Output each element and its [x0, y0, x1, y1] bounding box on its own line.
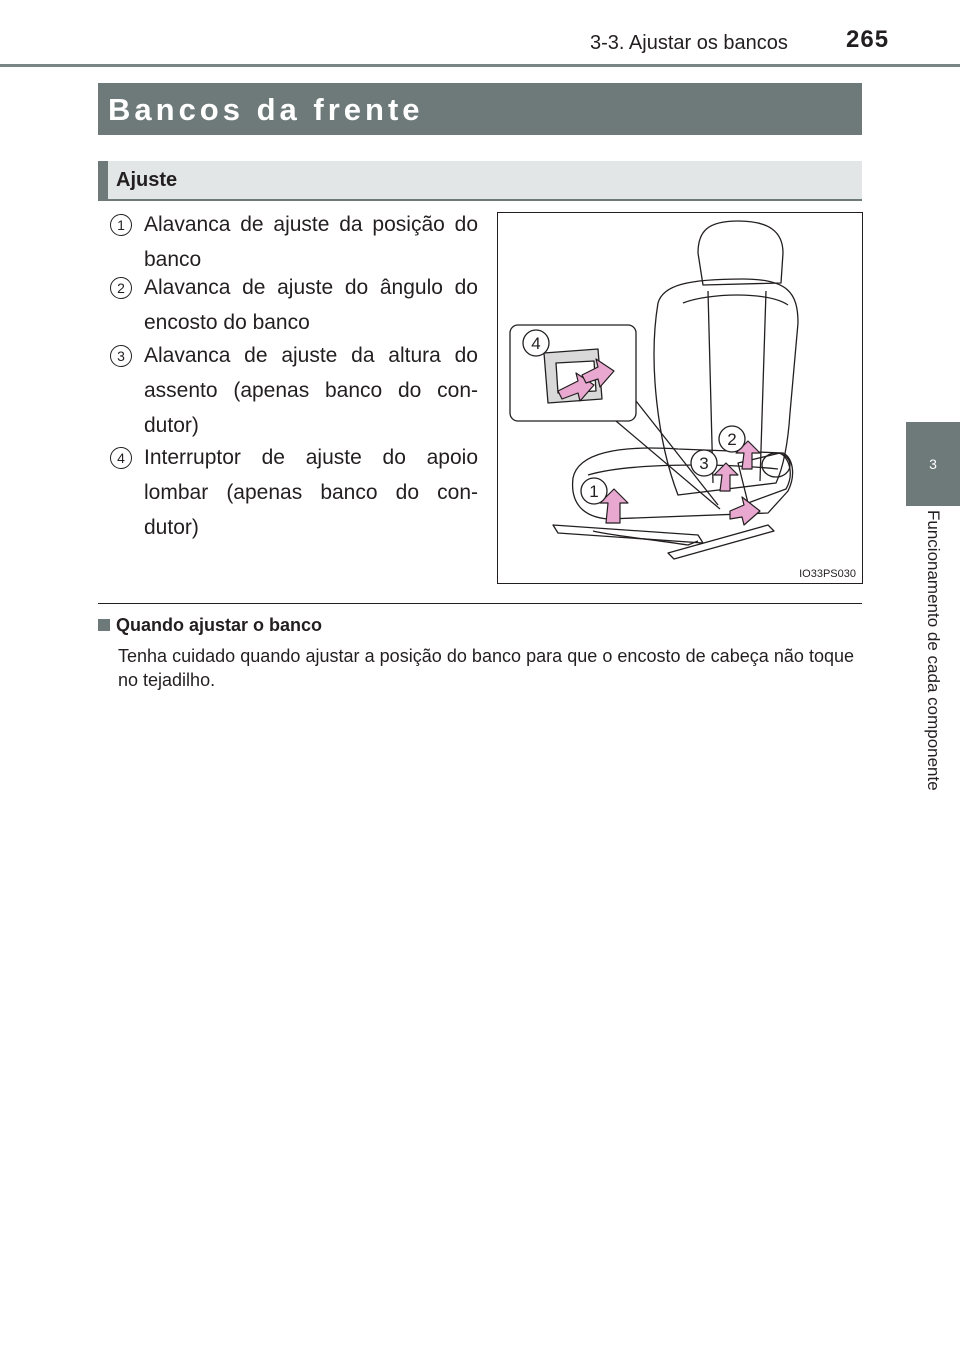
figure-code: IO33PS030	[799, 568, 856, 580]
list-item	[110, 338, 478, 443]
subsection-marker	[98, 161, 108, 199]
position-bar	[593, 531, 698, 545]
callout-2: 2	[727, 430, 737, 449]
subsection-title: Ajuste	[116, 169, 178, 191]
subsection-bar	[98, 161, 862, 201]
item-text: Interruptor de ajuste do apoio lombar (apenas banco do con-dutor)	[144, 446, 478, 539]
divider	[98, 603, 862, 604]
seat-cushion	[573, 448, 793, 519]
seat-drawing	[498, 213, 862, 583]
list-item	[110, 207, 478, 277]
item-number: 3	[110, 345, 132, 367]
section-title: Bancos da frente	[108, 92, 424, 127]
headrest	[698, 221, 783, 285]
seat-back-seam	[683, 295, 788, 305]
callout-1: 1	[589, 482, 599, 501]
page-number: 265	[846, 26, 890, 53]
item-number: 2	[110, 277, 132, 299]
list-item	[110, 440, 478, 545]
section-title-bar	[98, 83, 862, 135]
item-text: Alavanca de ajuste da posição do banco	[144, 213, 478, 271]
recliner-knob	[762, 453, 790, 477]
callout-4: 4	[531, 334, 541, 353]
square-bullet-icon	[98, 619, 110, 631]
arrow-icon	[730, 497, 760, 525]
item-number: 1	[110, 214, 132, 236]
list-item	[110, 270, 478, 340]
header-rule	[0, 64, 960, 67]
header-section-title: 3-3. Ajustar os bancos	[590, 32, 788, 54]
note-heading	[98, 615, 322, 636]
item-text: Alavanca de ajuste do ângulo do encosto do banco	[144, 276, 478, 334]
chapter-tab-title: Funcionamento de cada componente	[924, 510, 943, 791]
chapter-tab	[906, 510, 960, 860]
arrow-icon	[714, 463, 738, 491]
item-text: Alavanca de ajuste da altura do assento (apenas banco do con-dutor)	[144, 344, 478, 437]
seat-rail	[553, 525, 703, 543]
callout-3: 3	[699, 454, 709, 473]
note-body: Tenha cuidado quando ajustar a posição do banco para que o encosto de cabeça não toque no tejadilho.	[118, 646, 854, 690]
seat-illustration	[497, 212, 863, 584]
item-number: 4	[110, 447, 132, 469]
note-heading-text: Quando ajustar o banco	[116, 615, 323, 635]
chapter-tab-number: 3	[906, 422, 960, 506]
